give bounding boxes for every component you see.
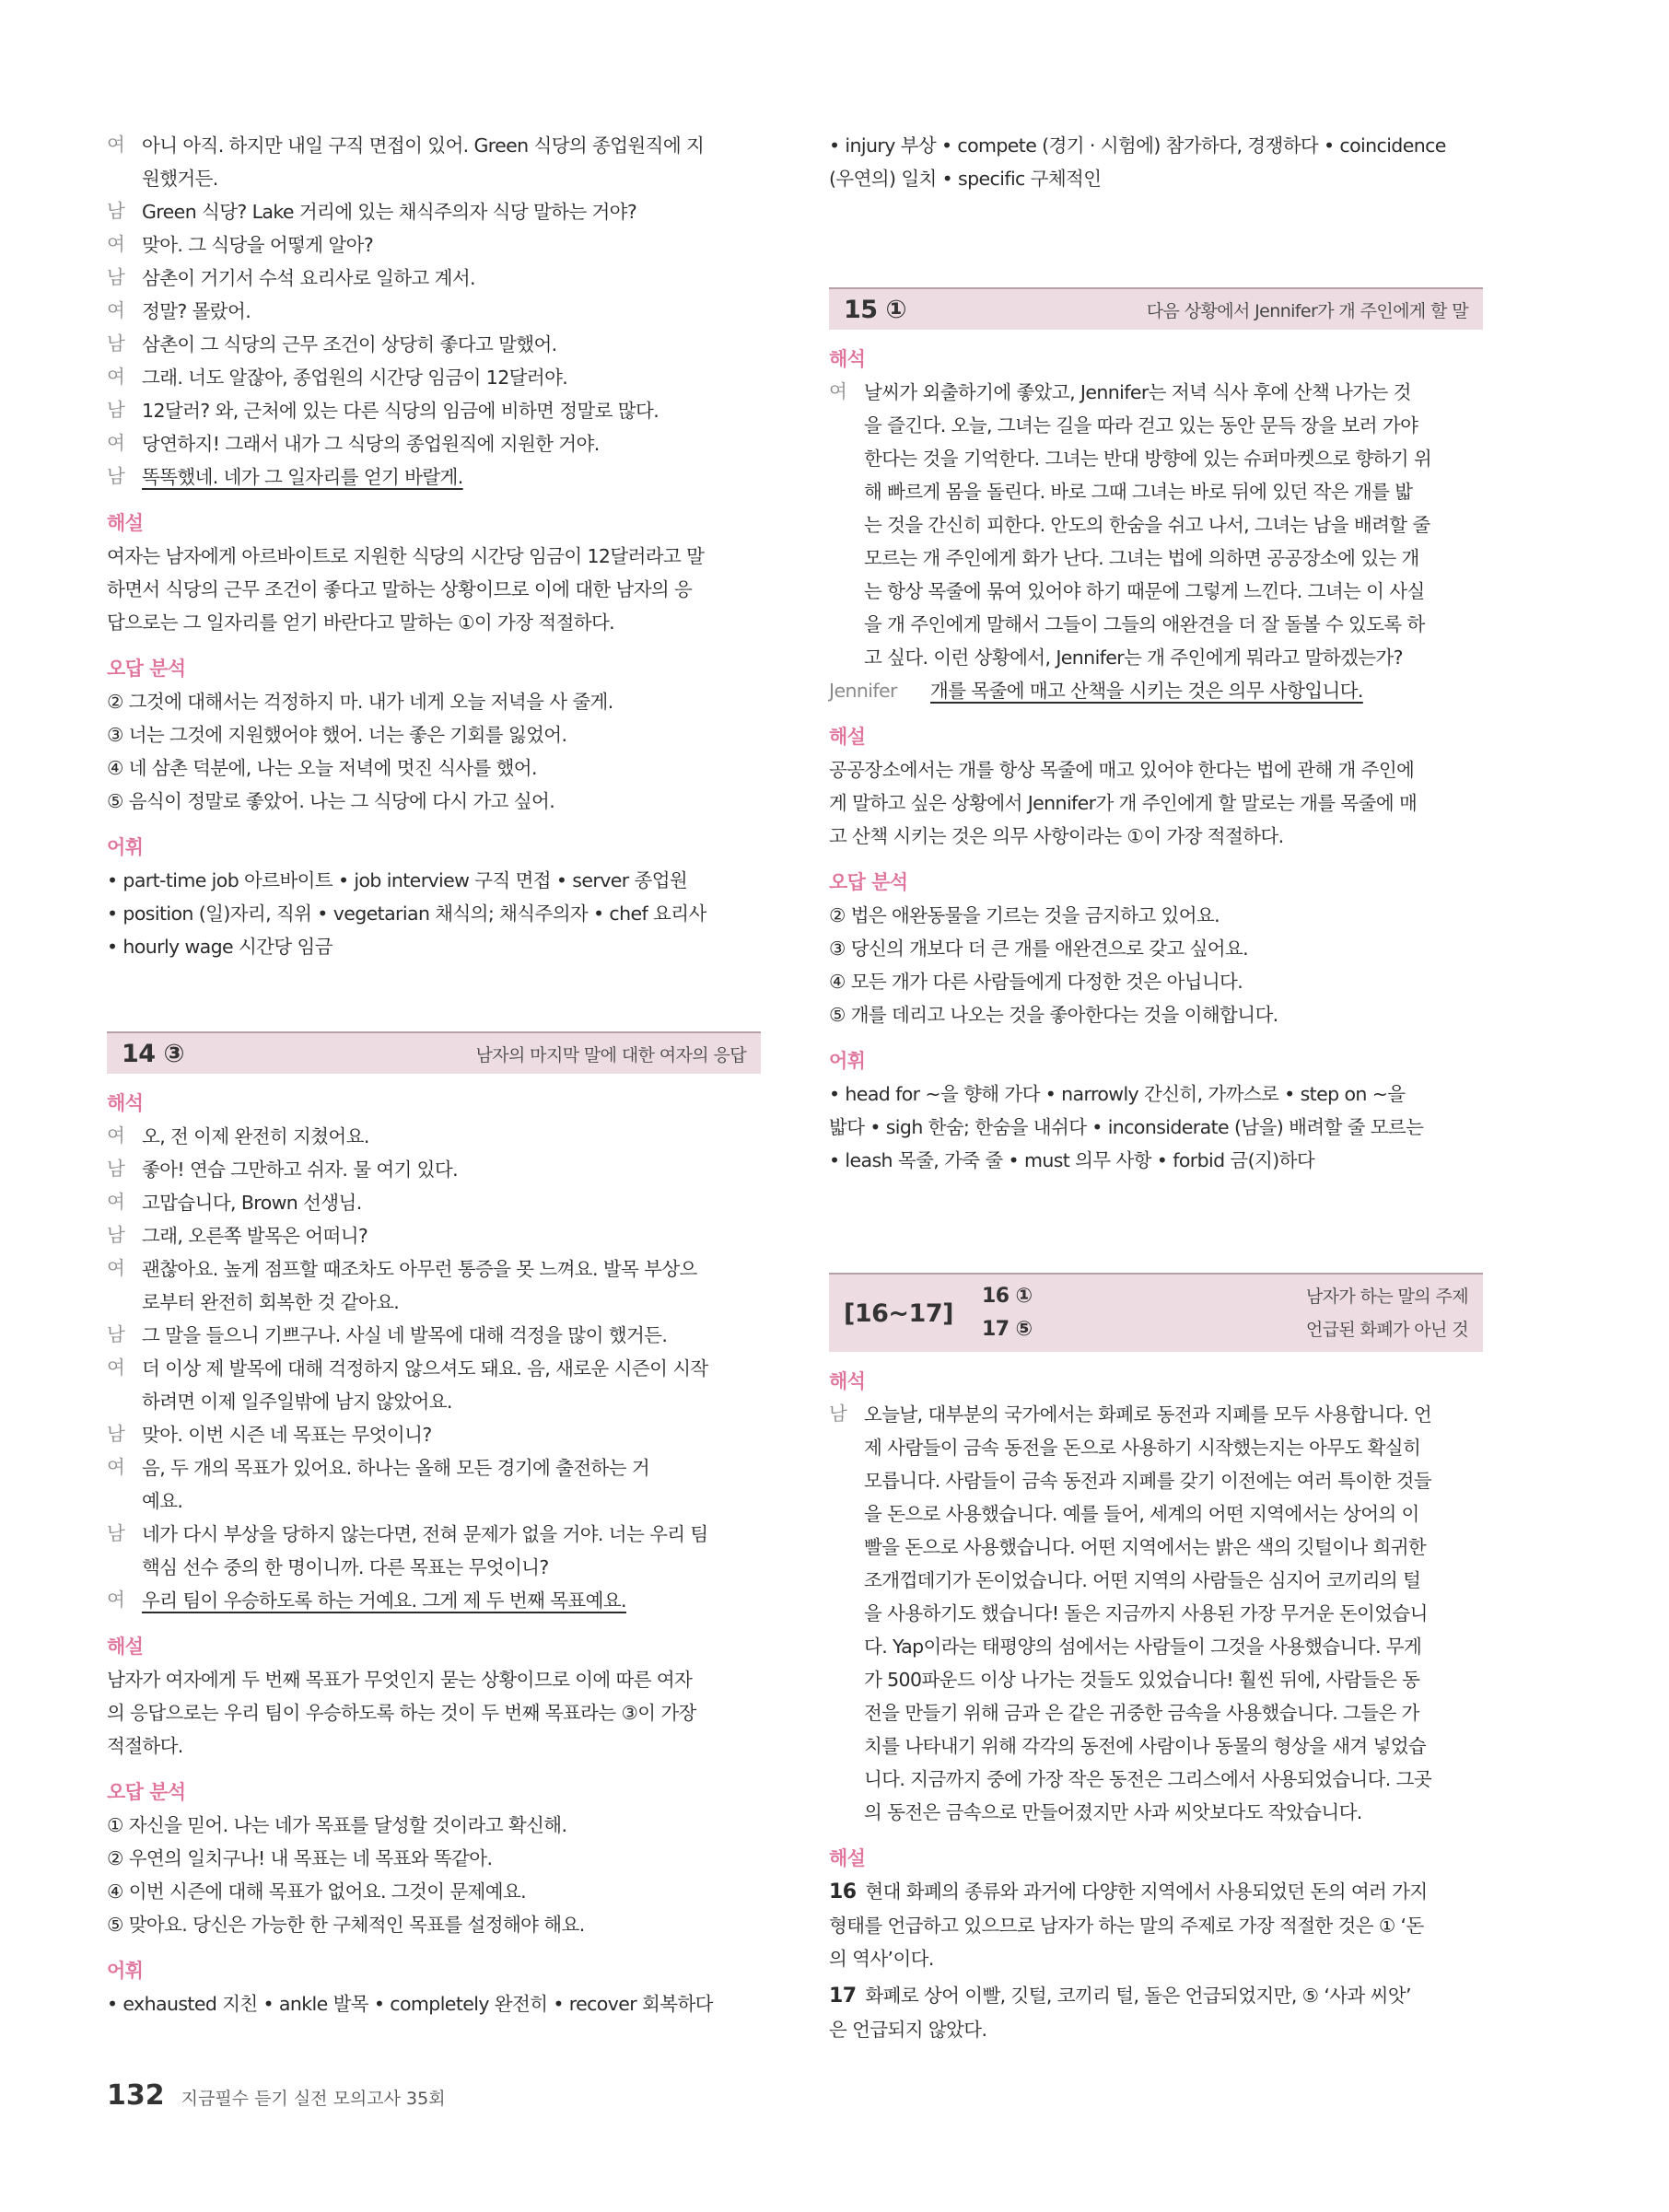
dialogue-line (107, 1518, 761, 1584)
text-line: 맞아. 이번 시즌 네 목표는 무엇이니? (142, 1424, 432, 1446)
text-line: 원했거든. (142, 168, 218, 190)
dialogue-line (107, 427, 761, 460)
text-span: 현대 화폐의 종류와 과거에 다양한 지역에서 사용되었던 돈의 여러 가지 (865, 1880, 1428, 1903)
dialogue-text (142, 1120, 761, 1153)
speaker-label: 여 (107, 432, 125, 454)
q15-number: 15 ① (844, 295, 906, 324)
text-line: ⑤ 음식이 정말로 좋았어. 나는 그 식당에 다시 가고 싶어. (107, 790, 555, 812)
text-line (829, 1875, 1483, 1909)
text-line: 모릅니다. 사람들이 금속 동전과 지폐를 갖기 이전에는 여러 특이한 것들 (864, 1470, 1432, 1492)
text-line: 을 사용하기도 했습니다! 돌은 지금까지 사용된 가장 무거운 돈이었습니 (864, 1602, 1428, 1624)
q15-wrong-analysis (829, 899, 1483, 1031)
q15-vocab (829, 1077, 1483, 1177)
q16-answer (829, 1875, 1483, 1975)
text-line: ② 우연의 일치구나! 내 목표는 네 목표와 똑같아. (107, 1847, 493, 1869)
page-footer (107, 2079, 446, 2112)
dialogue-text (142, 1219, 761, 1252)
dialogue-text (142, 129, 761, 195)
jennifer-label: Jennifer (829, 680, 897, 702)
speaker-label: 여 (107, 1257, 125, 1279)
q16-17-rows (982, 1280, 1468, 1346)
text-line: ④ 이번 시즌에 대해 목표가 없어요. 그것이 문제예요. (107, 1880, 527, 1903)
speaker-label: 여 (107, 1124, 125, 1147)
q13-vocab (107, 864, 761, 963)
dialogue-text (142, 1518, 761, 1584)
text-line: Green 식당? Lake 거리에 있는 채식주의자 식당 말하는 거야? (142, 201, 637, 223)
text-line: ① 자신을 믿어. 나는 네가 목표를 달성할 것이라고 확신해. (107, 1814, 567, 1836)
dialogue-line (107, 1319, 761, 1352)
q13-explanation-title: 해설 (107, 512, 144, 534)
q15-translation-title: 해석 (829, 348, 866, 370)
text-line: ⑤ 맞아요. 당신은 가능한 한 구체적인 목표를 설정해야 해요. (107, 1914, 585, 1936)
q16-translation-title: 해석 (829, 1370, 866, 1392)
dialogue-line (107, 1584, 761, 1617)
underlined-answer: 똑똑했네. 네가 그 일자리를 얻기 바랄게. (142, 466, 463, 488)
q16-17-range: [16~17] (844, 1298, 953, 1328)
text-line: 고맙습니다, Brown 선생님. (142, 1192, 362, 1214)
dialogue-line (107, 1252, 761, 1319)
text-line: 전을 만들기 위해 금과 은 같은 귀중한 금속을 사용했습니다. 그들은 가 (864, 1702, 1419, 1724)
q17-description: 언급된 화폐가 아닌 것 (1305, 1320, 1468, 1340)
speaker-label: 여 (107, 1356, 125, 1379)
speaker-label: 여 (829, 380, 847, 402)
text-line: 해 빠르게 몸을 돌린다. 바로 그때 그녀는 바로 뒤에 있던 작은 개를 밟 (864, 481, 1413, 503)
text-line: 공공장소에서는 개를 항상 목줄에 매고 있어야 한다는 법에 관해 개 주인에 (829, 759, 1415, 781)
text-line: 적절하다. (107, 1735, 183, 1757)
q14-translation-title: 해석 (107, 1092, 144, 1114)
q16-number: 16 ① (982, 1285, 1033, 1308)
speaker-label: 남 (829, 1403, 847, 1425)
q14-explanation (107, 1663, 761, 1763)
q14-vocab-title: 어휘 (107, 1960, 144, 1982)
text-line: 아니 아직. 하지만 내일 구직 면접이 있어. Green 식당의 종업원직에 지 (142, 134, 705, 157)
speaker-label: 여 (107, 134, 125, 156)
text-line: 맞아. 그 식당을 어떻게 알아? (142, 234, 374, 256)
underlined-answer: 우리 팀이 우승하도록 하는 거예요. 그게 제 두 번째 목표예요. (142, 1589, 626, 1612)
q17-answer (829, 1979, 1483, 2046)
q16-17-header (829, 1273, 1483, 1352)
dialogue-text (142, 394, 761, 427)
dialogue-line (107, 228, 761, 262)
jennifer-line: 개를 목줄에 매고 산책을 시키는 것은 의무 사항입니다. (930, 680, 1363, 702)
text-line: 는 항상 목줄에 묶여 있어야 하기 때문에 그렇게 느낀다. 그녀는 이 사실 (864, 580, 1425, 602)
text-line: 답으로는 그 일자리를 얻기 바란다고 말하는 ①이 가장 적절하다. (107, 611, 615, 634)
text-line: 그래. 너도 알잖아, 종업원의 시간당 임금이 12달러야. (142, 367, 568, 389)
speaker-label: 남 (107, 266, 125, 288)
q15-passage (829, 376, 1483, 674)
dialogue-line (107, 262, 761, 295)
text-line: ② 그것에 대해서는 걱정하지 마. 내가 네게 오늘 저녁을 사 줄게. (107, 691, 613, 713)
dialogue-line (107, 1352, 761, 1418)
dialogue-line (107, 129, 761, 195)
dialogue-line (107, 295, 761, 328)
text-line: 의 동전은 금속으로 만들어졌지만 사과 씨앗보다도 작았습니다. (864, 1801, 1362, 1823)
dialogue-line (107, 328, 761, 361)
text-line: 가 500파운드 이상 나가는 것들도 있었습니다! 훨씬 뒤에, 사람들은 동 (864, 1669, 1420, 1691)
text-line: 음, 두 개의 목표가 있어요. 하나는 올해 모든 경기에 출전하는 거 (142, 1457, 650, 1479)
q14-vocab (107, 1987, 761, 2020)
dialogue-text (142, 427, 761, 460)
speaker-label: 남 (107, 332, 125, 355)
dialogue-text (142, 228, 761, 262)
text-line: 당연하지! 그래서 내가 그 식당의 종업원직에 지원한 거야. (142, 433, 600, 455)
text-line: 하려면 이제 일주일밖에 남지 않았어요. (142, 1391, 452, 1413)
text-line: 날씨가 외출하기에 좋았고, Jennifer는 저녁 식사 후에 산책 나가는 것 (864, 381, 1411, 403)
speaker-label: 여 (107, 233, 125, 255)
dialogue-line (107, 1186, 761, 1219)
speaker-label: 여 (107, 1589, 125, 1611)
text-line (142, 460, 761, 494)
dialogue-line (107, 460, 761, 494)
q15-jennifer-answer (829, 674, 1483, 707)
text-line: 의 응답으로는 우리 팀이 우승하도록 하는 것이 두 번째 목표라는 ③이 가장 (107, 1702, 696, 1724)
dialogue-text (142, 1153, 761, 1186)
text-line: 모르는 개 주인에게 화가 난다. 그녀는 법에 의하면 공공장소에 있는 개 (864, 547, 1419, 569)
speaker-label: 남 (107, 200, 125, 222)
dialogue-line (107, 394, 761, 427)
q17-number: 17 ⑤ (982, 1318, 1033, 1341)
text-line: 을 돈으로 사용했습니다. 예를 들어, 세계의 어떤 지역에서는 상어의 이 (864, 1503, 1419, 1525)
q15-explanation-title: 해설 (829, 726, 866, 748)
q16-description: 남자가 하는 말의 주제 (1305, 1286, 1468, 1307)
text-line: 한다는 것을 기억한다. 그녀는 반대 방향에 있는 슈퍼마켓으로 향하기 위 (864, 448, 1432, 470)
q15-header (829, 287, 1483, 330)
q17-row (982, 1313, 1468, 1346)
q16-row (982, 1280, 1468, 1313)
dialogue-line (107, 1120, 761, 1153)
text-line: ⑤ 개를 데리고 나오는 것을 좋아한다는 것을 이해합니다. (829, 1004, 1278, 1026)
q14-wrong-title: 오답 분석 (107, 1781, 186, 1803)
text-line: 좋아! 연습 그만하고 쉬자. 물 여기 있다. (142, 1158, 458, 1181)
q13-wrong-title: 오답 분석 (107, 658, 186, 680)
dialogue-text (142, 1584, 761, 1617)
text-line: 고 싶다. 이런 상황에서, Jennifer는 개 주인에게 뭐라고 말하겠는가? (864, 646, 1403, 669)
text-line: • injury 부상 • compete (경기 · 시험에) 참가하다, 경쟁하다 • coincidence (829, 134, 1446, 157)
text-line: • exhausted 지친 • ankle 발목 • completely 완전히 • recover 회복하다 (107, 1993, 713, 2015)
q15-vocab-title: 어휘 (829, 1050, 866, 1072)
text-line: 더 이상 제 발목에 대해 걱정하지 않으셔도 돼요. 음, 새로운 시즌이 시작 (142, 1357, 708, 1380)
text-line: ④ 모든 개가 다른 사람들에게 다정한 것은 아닙니다. (829, 971, 1243, 993)
dialogue-text (142, 328, 761, 361)
text-line: • part-time job 아르바이트 • job interview 구직 면접 • server 종업원 (107, 869, 688, 891)
q13-vocab-title: 어휘 (107, 836, 144, 858)
speaker-label: 남 (107, 399, 125, 421)
answer-number: 16 (829, 1880, 857, 1903)
book-title: 지금필수 듣기 실전 모의고사 35회 (181, 2089, 446, 2109)
q16-passage (829, 1398, 1483, 1829)
dialogue-14 (107, 1120, 761, 1617)
q14-wrong-analysis (107, 1809, 761, 1941)
text-span: 화폐로 상어 이빨, 깃털, 코끼리 털, 돌은 언급되었지만, ⑤ ‘사과 씨앗’ (865, 1985, 1411, 2007)
text-line: 남자가 여자에게 두 번째 목표가 무엇인지 묻는 상황이므로 이에 따른 여자 (107, 1669, 693, 1691)
dialogue-text (142, 1352, 761, 1418)
text-line: (우연의) 일치 • specific 구체적인 (829, 168, 1102, 190)
text-line: 치를 나타내기 위해 각각의 동전에 사람이나 동물의 형상을 새겨 넣었습 (864, 1735, 1427, 1757)
speaker-label: 여 (107, 299, 125, 321)
text-line: 형태를 언급하고 있으므로 남자가 하는 말의 주제로 가장 적절한 것은 ① ‘돈 (829, 1915, 1424, 1937)
q14-number: 14 ③ (122, 1039, 184, 1068)
dialogue-line (107, 1219, 761, 1252)
dialogue-text (142, 361, 761, 394)
speaker-label: 남 (107, 1323, 125, 1345)
speaker-label: 여 (107, 366, 125, 388)
text-line: 을 즐긴다. 오늘, 그녀는 길을 따라 걷고 있는 동안 문득 장을 보러 가야 (864, 414, 1418, 437)
text-line: • leash 목줄, 가죽 줄 • must 의무 사항 • forbid 금(지)하다 (829, 1149, 1315, 1171)
dialogue-13 (107, 129, 761, 494)
speaker-label: 여 (107, 1456, 125, 1478)
page-number: 132 (107, 2079, 165, 2112)
dialogue-text (142, 295, 761, 328)
speaker-label: 여 (107, 1191, 125, 1213)
text-line (829, 1979, 1483, 2013)
text-line: 게 말하고 싶은 상황에서 Jennifer가 개 주인에게 할 말로는 개를 목줄에 매 (829, 792, 1418, 814)
text-line: 핵심 선수 중의 한 명이니까. 다른 목표는 무엇이니? (142, 1556, 549, 1578)
text-line: 밟다 • sigh 한숨; 한숨을 내쉬다 • inconsiderate (남을) 배려할 줄 모르는 (829, 1116, 1424, 1138)
dialogue-text (142, 262, 761, 295)
speaker-label: 남 (107, 1224, 125, 1246)
dialogue-text (142, 1186, 761, 1219)
text-line: ④ 네 삼촌 덕분에, 나는 오늘 저녁에 멋진 식사를 했어. (107, 757, 537, 779)
speaker-label: 남 (107, 1158, 125, 1180)
text-line: 의 역사’이다. (829, 1948, 934, 1970)
q15-explanation (829, 753, 1483, 853)
dialogue-line (107, 1418, 761, 1451)
text-line: • position (일)자리, 직위 • vegetarian 채식의; 채식주의자 • chef 요리사 (107, 902, 706, 925)
text-line: 고 산책 시키는 것은 의무 사항이라는 ①이 가장 적절하다. (829, 825, 1284, 847)
dialogue-text (142, 460, 761, 494)
q15-wrong-title: 오답 분석 (829, 871, 908, 893)
q15-passage-text (864, 376, 1483, 674)
text-line: 오, 전 이제 완전히 지쳤어요. (142, 1125, 369, 1147)
text-line: 은 언급되지 않았다. (829, 2019, 987, 2041)
text-line: 그 말을 들으니 기쁘구나. 사실 네 발목에 대해 걱정을 많이 했거든. (142, 1324, 668, 1346)
dialogue-text (142, 195, 761, 228)
text-line: • hourly wage 시간당 임금 (107, 936, 333, 958)
q15-description: 다음 상황에서 Jennifer가 개 주인에게 할 말 (1146, 300, 1468, 321)
q13-wrong-analysis (107, 685, 761, 818)
text-line: 을 개 주인에게 말해서 그들이 그들의 애완견을 더 잘 돌볼 수 있도록 하 (864, 613, 1425, 635)
text-line: ② 법은 애완동물을 기르는 것을 금지하고 있어요. (829, 904, 1220, 926)
dialogue-text (142, 1252, 761, 1319)
text-line: 다. Yap이라는 태평양의 섬에서는 사람들이 그것을 사용했습니다. 무게 (864, 1636, 1422, 1658)
text-line: ③ 너는 그것에 지원했어야 했어. 너는 좋은 기회를 잃었어. (107, 724, 567, 746)
text-line: 로부터 완전히 회복한 것 같아요. (142, 1291, 400, 1313)
text-line: 오늘날, 대부분의 국가에서는 화폐로 동전과 지폐를 모두 사용합니다. 언 (864, 1403, 1432, 1426)
text-line: ③ 당신의 개보다 더 큰 개를 애완견으로 갖고 싶어요. (829, 937, 1249, 960)
dialogue-line (107, 1451, 761, 1518)
text-line: 조개껍데기가 돈이었습니다. 어떤 지역의 사람들은 심지어 코끼리의 털 (864, 1569, 1421, 1591)
text-line: 제 사람들이 금속 동전을 돈으로 사용하기 시작했는지는 아무도 확실히 (864, 1437, 1421, 1459)
text-line: 는 것을 간신히 피한다. 안도의 한숨을 쉬고 나서, 그녀는 남을 배려할 줄 (864, 514, 1430, 536)
text-line: 니다. 지금까지 중에 가장 작은 동전은 그리스에서 사용되었습니다. 그곳 (864, 1768, 1432, 1790)
text-line: • head for ~을 향해 가다 • narrowly 간신히, 가까스로 • step on ~을 (829, 1083, 1406, 1105)
dialogue-text (142, 1451, 761, 1518)
text-line: 괜찮아요. 높게 점프할 때조차도 아무런 통증을 못 느껴요. 발목 부상으 (142, 1258, 697, 1280)
left-column (107, 129, 761, 2020)
q14-header (107, 1031, 761, 1074)
dialogue-line (107, 1153, 761, 1186)
right-column (829, 129, 1483, 2046)
text-line: 정말? 몰랐어. (142, 300, 251, 322)
q16-explanation-title: 해설 (829, 1847, 866, 1869)
text-line: 네가 다시 부상을 당하지 않는다면, 전혀 문제가 없을 거야. 너는 우리 팀 (142, 1523, 708, 1545)
text-line: 여자는 남자에게 아르바이트로 지원한 식당의 시간당 임금이 12달러라고 말 (107, 545, 705, 567)
text-line: 빨을 돈으로 사용했습니다. 어떤 지역에서는 밝은 색의 깃털이나 희귀한 (864, 1536, 1427, 1558)
q14-description: 남자의 마지막 말에 대한 여자의 응답 (475, 1044, 746, 1065)
q16-passage-text (864, 1398, 1483, 1829)
q13-explanation (107, 540, 761, 639)
text-line: 삼촌이 그 식당의 근무 조건이 상당히 좋다고 말했어. (142, 333, 557, 355)
answer-number: 17 (829, 1985, 857, 2008)
text-line: 하면서 식당의 근무 조건이 좋다고 말하는 상황이므로 이에 대한 남자의 응 (107, 578, 693, 600)
speaker-label: 남 (107, 1522, 125, 1544)
text-line: 그래, 오른쪽 발목은 어떠니? (142, 1225, 368, 1247)
q14-vocab-continued (829, 129, 1483, 195)
dialogue-line (107, 361, 761, 394)
text-line: 예요. (142, 1490, 183, 1512)
text-line (142, 1584, 761, 1617)
text-line: 삼촌이 거기서 수석 요리사로 일하고 계서. (142, 267, 475, 289)
q14-explanation-title: 해설 (107, 1636, 144, 1658)
speaker-label: 남 (107, 465, 125, 487)
dialogue-text (142, 1319, 761, 1352)
text-line: 12달러? 와, 근처에 있는 다른 식당의 임금에 비하면 정말로 많다. (142, 400, 659, 422)
speaker-label: 남 (107, 1423, 125, 1445)
dialogue-line (107, 195, 761, 228)
dialogue-text (142, 1418, 761, 1451)
